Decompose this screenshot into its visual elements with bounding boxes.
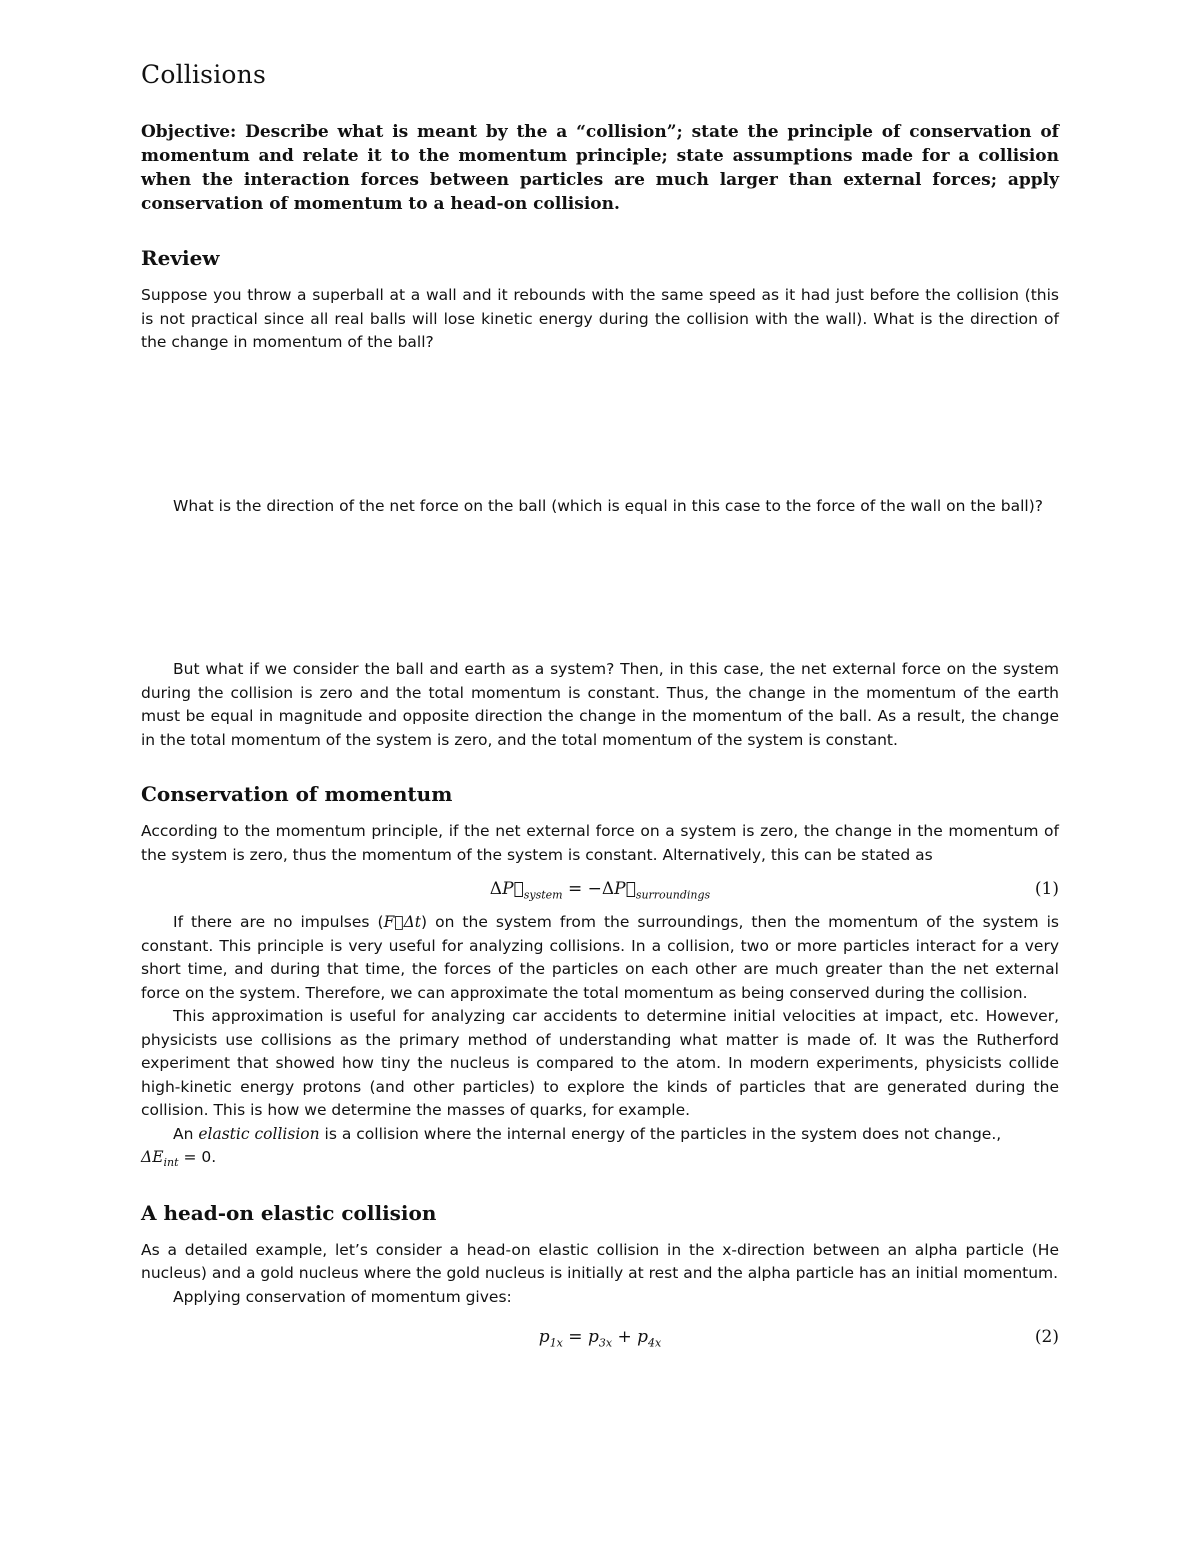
equation-2-number: (2) [1034,1327,1059,1348]
objective-paragraph: Objective: Describe what is meant by the a “collision”; state the principle of conservation of momentum and relate it to the momentum principle; state assumptions made for a collision when the interaction forces between particles are much larger than external forces; apply conservation of momentum to a head-on collision. [141,122,1059,214]
equation-2-expression: $p_{1x} = p_{3x} + p_{4x}$ [538,1327,662,1350]
answer-space-1 [141,355,1059,495]
answer-space-2 [141,518,1059,658]
equation-1-number: (1) [1034,879,1059,899]
document-page [141,60,1059,1359]
page-title: Collisions [141,60,266,89]
headon-heading: A head-on elastic collision [141,1200,437,1225]
impulse-expression: F⃗Δt [383,913,422,931]
equation-2 [141,1321,1059,1355]
review-question-1: Suppose you throw a superball at a wall and it rebounds with the same speed as it had just before the collision (this is not practical since all real balls will lose kinetic energy during the collision with the wall). What is the direction of the change in momentum of the ball? [141,286,1059,351]
headon-paragraph-2: Applying conservation of momentum gives: [173,1287,512,1306]
internal-energy-expression: $\Delta E_{int}$ [141,1148,179,1170]
conservation-paragraph-3: This approximation is useful for analyzing car accidents to determine initial velocities at impact, etc. However, physicists use collisions as the primary method of understanding what matter is made of. It was the Rutherford experiment that showed how tiny the nucleus is compared to the atom. In modern experiments, physicists collide high-kinetic energy protons (and other particles) to explore the kinds of particles that are generated during the collision. This is how we determine the masses of quarks, for example. [141,1007,1059,1119]
headon-paragraph-1: As a detailed example, let’s consider a head-on elastic collision in the x-direction between an alpha particle (He nucleus) and a gold nucleus where the gold nucleus is initially at rest and the alpha particle has an initial momentum. [141,1240,1059,1283]
elastic-collision-term: elastic collision [198,1124,320,1143]
review-paragraph-3: But what if we consider the ball and earth as a system? Then, in this case, the net external force on the system during the collision is zero and the total momentum is constant. Thus, the change in the momentum of the earth must be equal in magnitude and opposite direction the change in the momentum of the ball. As a result, the change in the total momentum of the system is zero, and the total momentum of the system is constant. [141,660,1059,749]
equation-1-expression: $\Delta P⃗_{system}$ = $-\Delta P⃗_{surroundings}$ [489,879,711,902]
review-heading: Review [141,246,220,270]
equation-1 [141,873,1059,907]
conservation-heading: Conservation of momentum [141,782,453,806]
conservation-paragraph-4: An elastic collision is a collision where the internal energy of the particles in the system does not change., $\Delta E_{int} = 0$. [141,1124,1002,1170]
review-question-2: What is the direction of the net force on the ball (which is equal in this case to the force of the wall on the ball)? [173,496,1043,515]
conservation-paragraph-1: According to the momentum principle, if the net external force on a system is zero, the change in the momentum of the system is zero, thus the momentum of the system is constant. Alternatively, this can be stated as [141,822,1059,864]
conservation-paragraph-2: If there are no impulses (F⃗Δt) on the system from the surroundings, then the momentum of the system is constant. This principle is very useful for analyzing collisions. In a collision, two or more particles interact for a very short time, and during that time, the forces of the particles on each other are much greater than the net external force on the system. Therefore, we can approximate the total momentum as being conserved during the collision. [141,913,1059,1002]
